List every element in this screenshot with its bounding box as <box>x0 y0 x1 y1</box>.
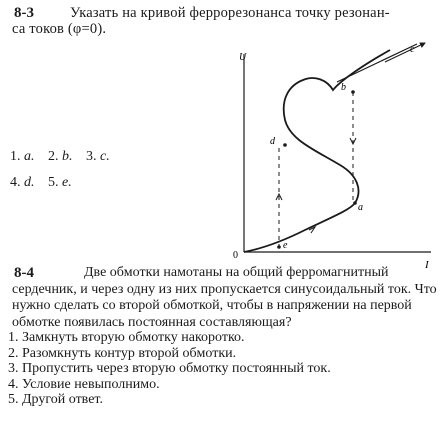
x-axis-label: I <box>425 259 429 271</box>
problem-8-4-options <box>8 330 331 408</box>
answer-option-5[interactable]: 5. e. <box>48 175 72 190</box>
answer-option-3[interactable]: 3. c. <box>86 149 110 164</box>
problem-8-3-text-line2: са токов (φ=0). <box>12 21 107 37</box>
curve-upper-parallel <box>337 44 417 82</box>
problem-8-3-text-line1: Указать на кривой феррорезонанса точку резонан- <box>70 5 390 21</box>
ferroresonance-curve-graph <box>225 40 435 280</box>
problem-8-4-number: 8-4 <box>14 265 34 281</box>
curve-c-arrow <box>385 43 425 62</box>
label-a: a <box>358 202 363 213</box>
label-b: b <box>341 82 346 93</box>
label-c: c <box>410 44 415 55</box>
ferroresonance-curve <box>244 50 390 252</box>
option-item[interactable]: 4. Условие невыполнимо. <box>8 376 160 392</box>
point-b <box>351 90 355 94</box>
option-item[interactable]: 1. Замкнуть вторую обмотку накоротко. <box>8 330 245 345</box>
answer-option-1[interactable]: 1. a. <box>10 149 35 164</box>
problem-8-4-text: Две обмотки намотаны на общий ферромагнитный сердечник, и через одну из них пропускается синусоидальный ток. Что нужно сделать со второй обмоткой, чтобы в напряжении на первой обмотке появилась постоянная составляющая? <box>12 265 437 330</box>
y-axis-label: U <box>239 52 247 63</box>
problem-8-3-number: 8-3 <box>14 5 34 21</box>
point-d <box>283 143 287 147</box>
point-e <box>277 245 281 249</box>
option-item[interactable]: 3. Пропустить через вторую обмотку постоянный ток. <box>8 361 331 376</box>
point-a <box>353 201 357 205</box>
problem-8-3-answers-row1 <box>10 149 120 165</box>
answer-option-2[interactable]: 2. b. <box>48 149 73 164</box>
problem-8-3-answers-row2 <box>10 175 82 191</box>
label-e: e <box>283 240 288 251</box>
option-item[interactable]: 2. Разомкнуть контур второй обмотки. <box>8 345 237 361</box>
option-item[interactable]: 5. Другой ответ. <box>8 392 103 407</box>
label-d: d <box>270 136 275 147</box>
answer-option-4[interactable]: 4. d. <box>10 175 35 190</box>
origin-label: 0 <box>233 250 238 261</box>
